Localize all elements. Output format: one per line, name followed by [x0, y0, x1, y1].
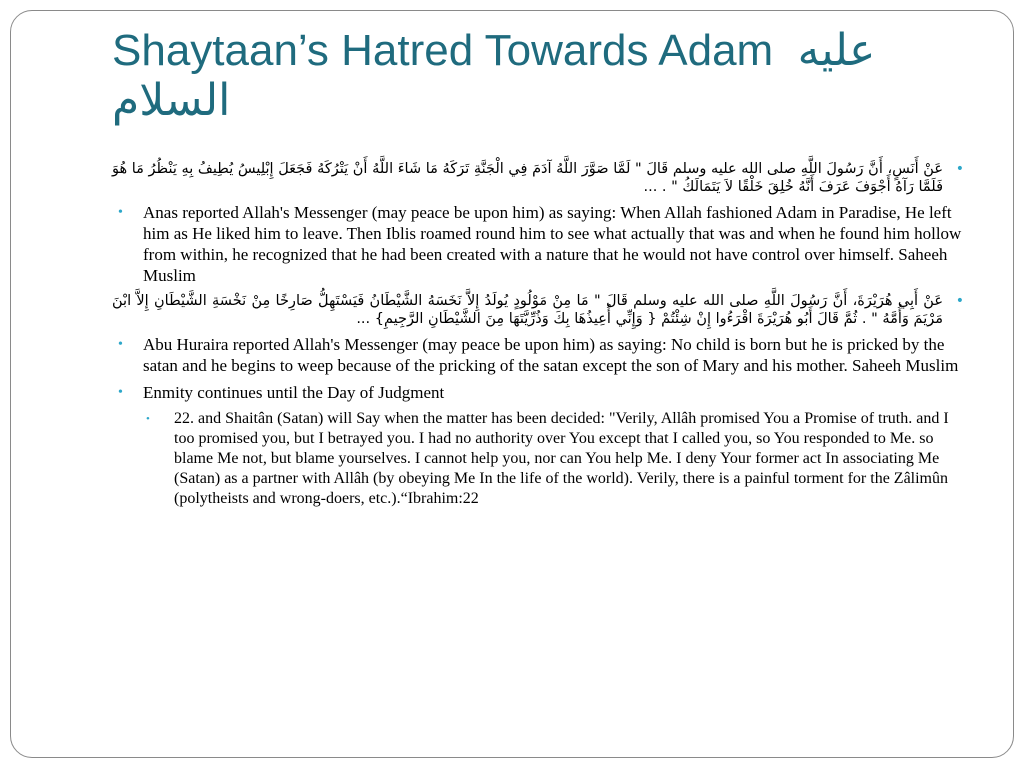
- bullet-arabic-hadith-abu-huraira: [112, 292, 974, 328]
- bullet-arabic-hadith-anas: [112, 160, 974, 196]
- bullet-marker: •: [955, 161, 964, 177]
- sub-bullet-ibrahim-22: [142, 409, 972, 509]
- bullet-marker: •: [118, 385, 123, 400]
- bullet-text: Abu Huraira reported Allah's Messenger (may peace be upon him) as saying: No child is born but he is pricked by the satan and he begins to weep because of the pricking of the satan except the son of Mary and his mother. Saheeh Muslim: [143, 335, 959, 375]
- slide-content: [112, 160, 972, 515]
- slide-title: [112, 26, 972, 126]
- bullet-marker: •: [118, 337, 123, 352]
- bullet-translation-anas: [112, 202, 972, 286]
- bullet-text: Anas reported Allah's Messenger (may peace be upon him) as saying: When Allah fashioned Adam in Paradise, He left him as He liked him to leave. Then Iblis roamed round him to see what actually that was and when he found him hollow from within, he recognized that he had been created with a nature that he would not have control over himself. Saheeh Muslim: [143, 203, 962, 285]
- bullet-marker: •: [955, 293, 964, 309]
- bullet-text: Enmity continues until the Day of Judgment: [143, 383, 445, 402]
- bullet-text: 22. and Shaitân (Satan) will Say when the matter has been decided: "Verily, Allâh promised You a Promise of truth. and I too promised you, but I betrayed you. I had no authority over You except that I called you, so You responded to Me. so blame Me not, but blame yourselves. I cannot help you, nor can You help Me. I deny Your former act In associating Me (Satan) as a partner with Allâh (by obeying Me In the life of the world). Verily, there is a painful torment for the Zâlimûn (polytheists and wrong-doers, etc.).“Ibrahim:22: [174, 410, 949, 507]
- bullet-text: عَنْ أَبِي هُرَيْرَةَ، أَنَّ رَسُولَ اللَّهِ صلى الله عليه وسلم قَالَ " مَا مِنْ مَوْلُودٍ يُولَدُ إِلاَّ نَخَسَهُ الشَّيْطَانُ فَيَسْتَهِلُّ صَارِخًا مِنْ نَخْسَةِ الشَّيْطَانِ إِلاَّ ابْنَ مَرْيَمَ وَأُمَّهُ " . ثُمَّ قَالَ أَبُو هُرَيْرَةَ اقْرَءُوا إِنْ شِئْتُمْ { وَإِنِّي أُعِيذُهَا بِكَ وَذُرِّيَّتَهَا مِنَ الشَّيْطَانِ الرَّجِيمِ} ...: [112, 293, 943, 327]
- bullet-marker: •: [146, 413, 150, 425]
- bullet-translation-abu-huraira: [112, 334, 972, 376]
- bullet-enmity: [112, 382, 972, 403]
- title-text: Shaytaan’s Hatred Towards Adam: [112, 26, 774, 75]
- title-arabic-text: عليه السلام: [112, 25, 876, 126]
- bullet-marker: •: [118, 205, 123, 220]
- bullet-text: عَنْ أَنَسٍ، أَنَّ رَسُولَ اللَّهِ صلى الله عليه وسلم قَالَ " لَمَّا صَوَّرَ اللَّهُ آدَمَ فِي الْجَنَّةِ تَرَكَهُ مَا شَاءَ اللَّهُ أَنْ يَتْرُكَهُ فَجَعَلَ إِبْلِيسُ يُطِيفُ بِهِ يَنْظُرُ مَا هُوَ فَلَمَّا رَآهُ أَجْوَفَ عَرَفَ أَنَّهُ خُلِقَ خَلْقًا لاَ يَتَمَالَكُ " . ...: [112, 161, 943, 195]
